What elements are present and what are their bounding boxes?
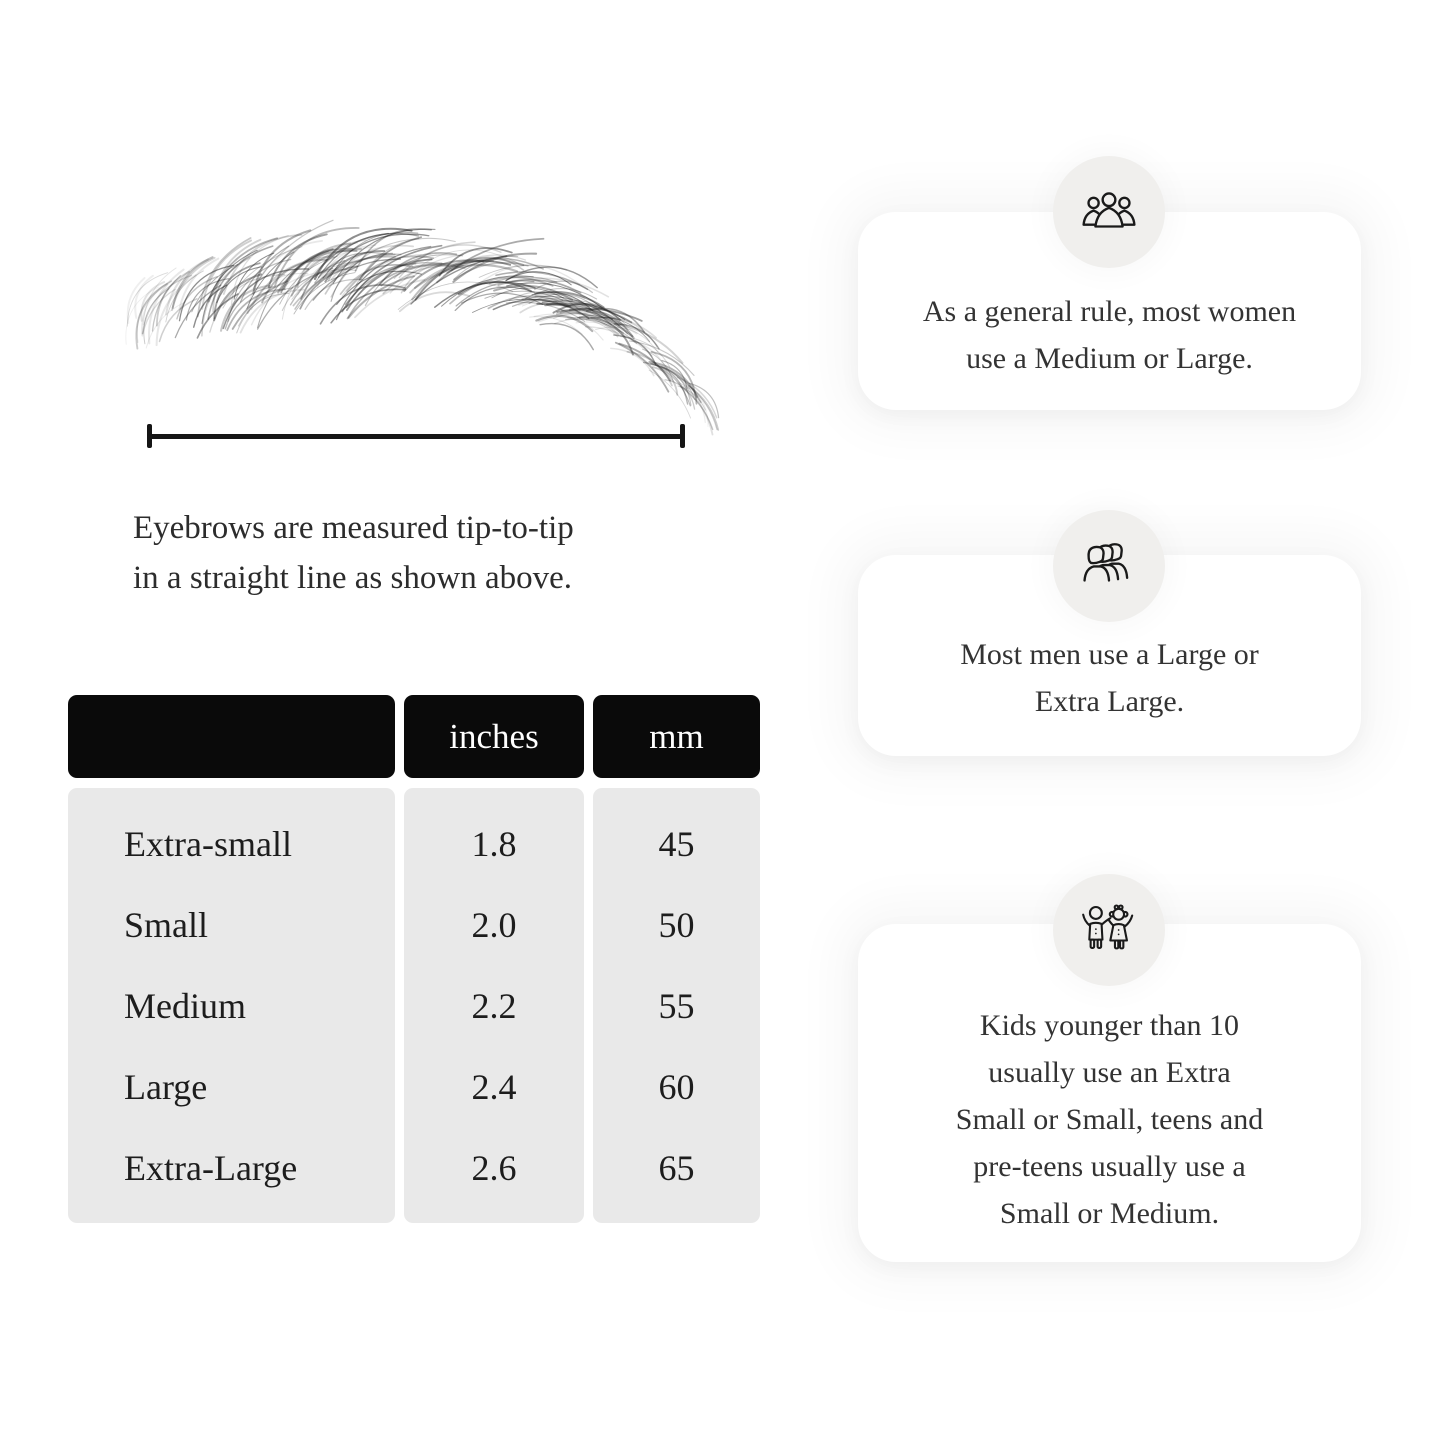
mm-value: 50	[658, 904, 695, 945]
eyebrow-hairs	[126, 220, 719, 434]
mm-value: 45	[658, 823, 695, 864]
size-table-column-labels	[68, 695, 395, 1223]
mm-value: 65	[658, 1147, 695, 1188]
inches-value: 2.0	[471, 904, 517, 945]
card-text-line: Most men use a Large or	[960, 638, 1259, 671]
card-text-line: Kids younger than 10	[979, 1009, 1240, 1042]
card-text-line: As a general rule, most women	[922, 295, 1297, 328]
size-label: Large	[124, 1066, 208, 1107]
table-header-mm: mm	[593, 695, 760, 778]
measurement-line-right-cap	[680, 424, 685, 448]
measurement-caption-line-2: in a straight line as shown above.	[133, 560, 572, 596]
card-text-line: Extra Large.	[1034, 685, 1185, 718]
kids-icon	[1081, 904, 1137, 956]
card-text-line: Small or Medium.	[999, 1197, 1220, 1230]
inches-value: 1.8	[471, 823, 517, 864]
size-table	[68, 695, 760, 1223]
size-label: Small	[124, 904, 209, 945]
measurement-line	[147, 424, 685, 448]
measurement-caption-line-1: Eyebrows are measured tip-to-tip	[133, 510, 574, 546]
measurement-caption	[133, 503, 574, 603]
women-group-icon	[1080, 189, 1138, 235]
inches-value: 2.2	[471, 985, 517, 1026]
card-text-line: use a Medium or Large.	[966, 342, 1253, 375]
size-label: Extra-Large	[124, 1147, 298, 1188]
table-body-mm	[593, 788, 760, 1223]
size-label: Medium	[124, 985, 246, 1026]
size-label: Extra-small	[124, 823, 292, 864]
card-text-line: pre-teens usually use a	[973, 1150, 1246, 1183]
men-icon-circle	[1053, 510, 1165, 622]
inches-value: 2.6	[471, 1147, 517, 1188]
inches-value: 2.4	[471, 1066, 517, 1107]
measurement-line-bar	[147, 434, 685, 439]
card-text-line: Small or Small, teens and	[955, 1103, 1264, 1136]
table-body-labels	[68, 788, 395, 1223]
women-icon-circle	[1053, 156, 1165, 268]
eyebrow-illustration	[115, 235, 695, 420]
table-header-inches: inches	[404, 695, 584, 778]
table-header-blank	[68, 695, 395, 778]
card-text-line: usually use an Extra	[988, 1056, 1231, 1089]
size-table-column-inches	[404, 695, 584, 1223]
kids-icon-circle	[1053, 874, 1165, 986]
mm-value: 60	[658, 1066, 695, 1107]
mm-value: 55	[658, 985, 695, 1026]
size-table-column-mm	[593, 695, 760, 1223]
table-body-inches	[404, 788, 584, 1223]
men-group-icon	[1080, 543, 1138, 589]
